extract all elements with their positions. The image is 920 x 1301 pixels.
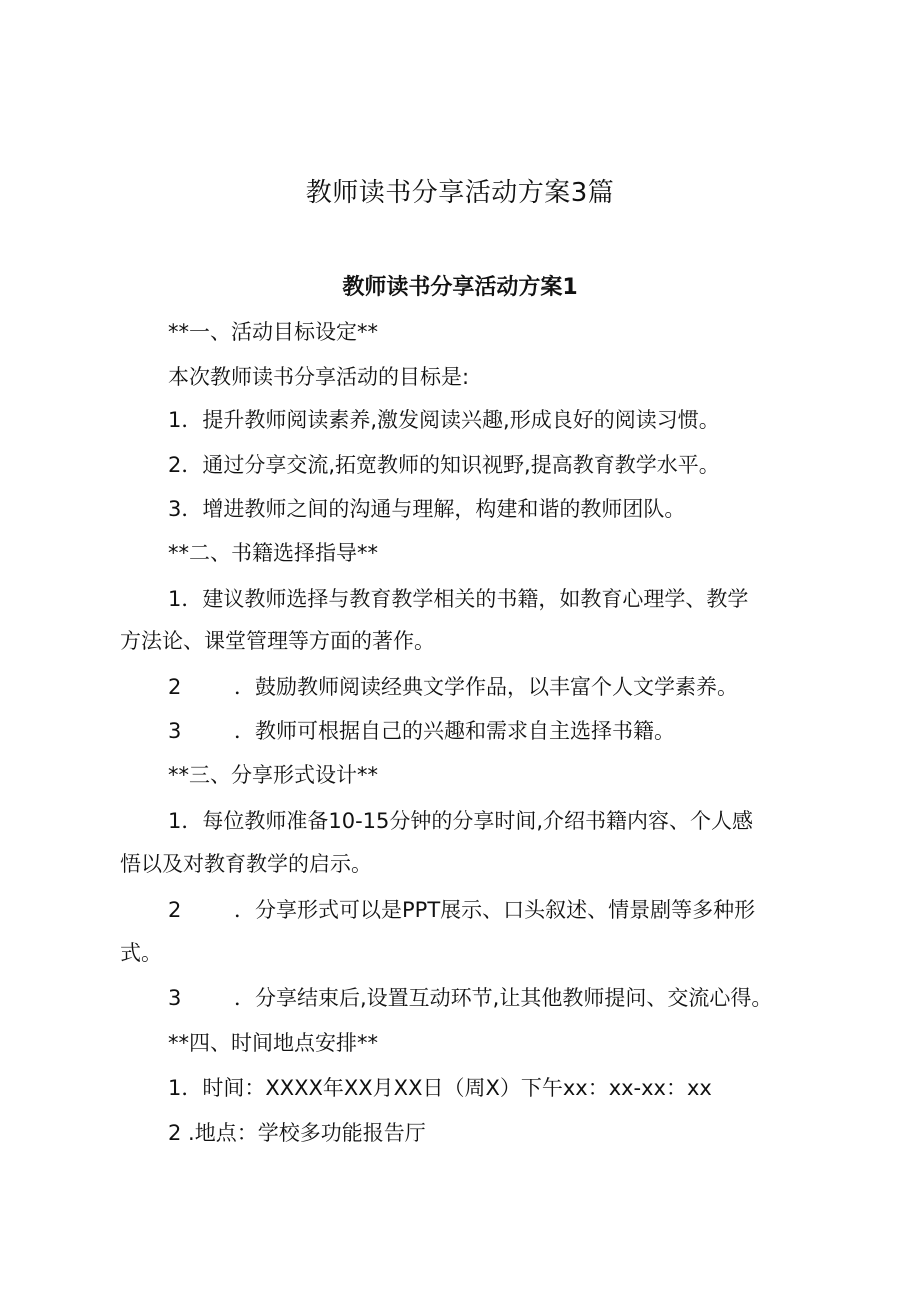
item-number: 3 xyxy=(168,986,182,1010)
section1-heading: **一、活动目标设定** xyxy=(168,320,378,344)
section-title: 教师读书分享活动方案1 xyxy=(342,275,578,300)
section2-item-2 xyxy=(168,672,738,702)
item-text: ．教师可根据自己的兴趣和需求自主选择书籍。 xyxy=(234,719,675,743)
section3-item-1-line-1: 1．每位教师准备10-15分钟的分享时间,介绍书籍内容、个人感 xyxy=(168,809,754,833)
section3-item-1-line-2: 悟以及对教育教学的启示。 xyxy=(120,852,372,876)
section2-heading: **二、书籍选择指导** xyxy=(168,541,378,565)
section1-item-2: 2．通过分享交流,拓宽教师的知识视野,提高教育教学水平。 xyxy=(168,453,720,477)
section1-intro: 本次教师读书分享活动的目标是: xyxy=(168,365,470,389)
section2-item-1-line-1: 1．建议教师选择与教育教学相关的书籍，如教育心理学、教学 xyxy=(168,587,749,611)
item-number: 3 xyxy=(168,719,182,743)
section1-item-1: 1．提升教师阅读素养,激发阅读兴趣,形成良好的阅读习惯。 xyxy=(168,408,720,432)
section3-heading: **三、分享形式设计** xyxy=(168,763,378,787)
section4-heading: **四、时间地点安排** xyxy=(168,1031,378,1055)
item-number: 2 xyxy=(168,675,182,699)
item-text: ．分享形式可以是PPT展示、口头叙述、情景剧等多种形 xyxy=(234,898,756,922)
item-text: ．鼓励教师阅读经典文学作品，以丰富个人文学素养。 xyxy=(234,675,738,699)
section3-item-3 xyxy=(168,983,772,1013)
section3-item-2-line-2: 式。 xyxy=(120,941,162,965)
item-number: 2 xyxy=(168,898,182,922)
section3-item-2 xyxy=(168,895,755,925)
section2-item-1-line-2: 方法论、课堂管理等方面的著作。 xyxy=(120,629,435,653)
section2-item-3 xyxy=(168,716,675,746)
section1-item-3: 3．增进教师之间的沟通与理解，构建和谐的教师团队。 xyxy=(168,497,686,521)
section4-item-1: 1．时间：XXXX年XX月XX日（周X）下午xx：xx-xx：xx xyxy=(168,1076,712,1100)
item-text: ．分享结束后,设置互动环节,让其他教师提问、交流心得。 xyxy=(234,986,773,1010)
section4-item-2: 2 .地点：学校多功能报告厅 xyxy=(168,1121,426,1145)
document-title: 教师读书分享活动方案3篇 xyxy=(305,178,615,208)
